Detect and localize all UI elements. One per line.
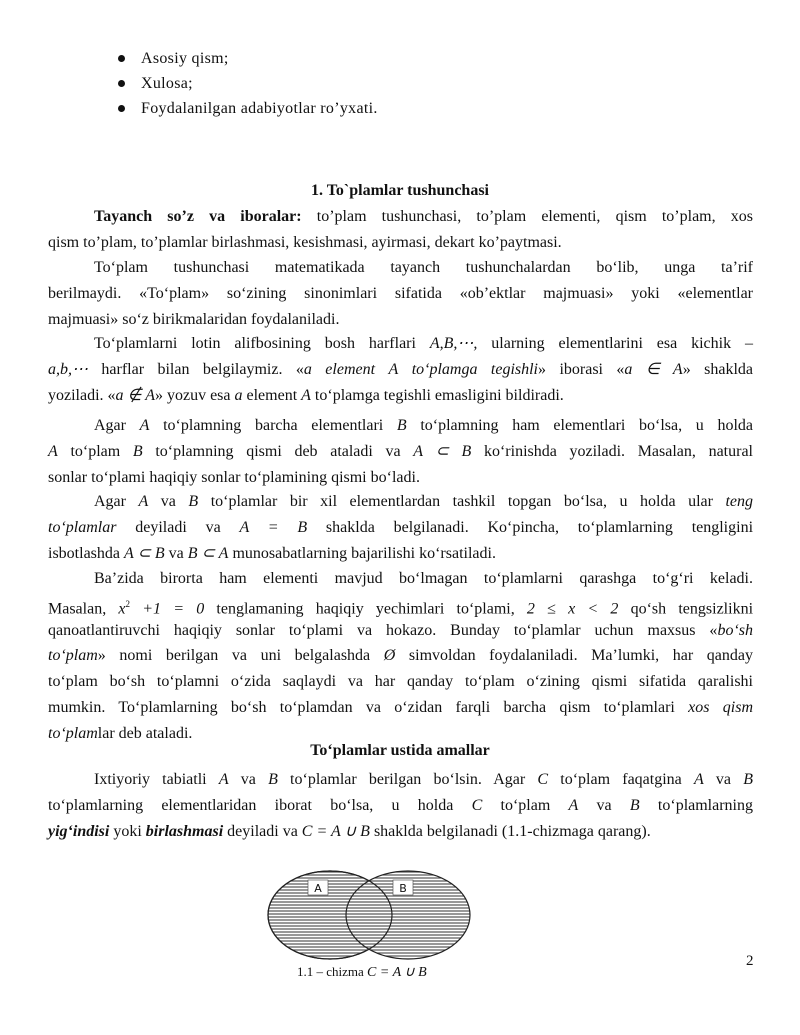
list-item: Xulosa; — [118, 71, 378, 96]
paragraph-equality: Agar A va B to‘plamlar bir xil elementlardan tashkil topgan bo‘lsa, u holda ular teng to‘plamlar deyiladi va A = B shaklda belgilanadi. Ko‘pincha, to‘plamlarning tengligini isbotlashda A ⊂ B va B ⊂ A munosabatlarning bajarilishi ko‘rsatiladi. — [48, 493, 754, 562]
list-item: Foydalanilgan adabiyotlar ro’yxati. — [118, 96, 378, 121]
paragraph-subset: Agar A to‘plamning barcha elementlari B to‘plamning ham elementlari bo‘lsa, u holda A to‘plam B to‘plamning qismi deb ataladi va A ⊂ B ko‘rinishda yoziladi. Masalan, natural sonlar to‘plami haqiqiy sonlar to‘plamining qismi bo‘ladi. — [48, 417, 754, 486]
subsection-title: To‘plamlar ustida amallar — [310, 742, 490, 759]
venn-diagram-union — [262, 868, 482, 962]
paragraph-definition: To‘plam tushunchasi matematikada tayanch tushunchalardan bo‘lib, unga ta’rif berilmaydi. «To‘plam» so‘zining sinonimlari sifatida «ob’ektlar majmuasi» yoki «elementlar majmuasi» so‘z birikmalaridan foydalaniladi. — [48, 259, 753, 328]
set-a-label: A — [314, 882, 322, 895]
keywords-paragraph: Tayanch so’z va iboralar: to’plam tushunchasi, to’plam elementi, qism to’plam, xos qism to’plam, to’plamlar birlashmasi, kesishmasi, ayirmasi, dekart ko’paytmasi. — [48, 208, 753, 251]
bullet-icon — [118, 80, 125, 87]
bullet-icon — [118, 105, 125, 112]
bullet-icon — [118, 55, 125, 62]
set-b-label: B — [399, 882, 407, 895]
figure-caption: 1.1 – chizma C = A ∪ B — [297, 964, 427, 980]
paragraph-union: Ixtiyoriy tabiatli A va B to‘plamlar berilgan bo‘lsin. Agar C to‘plam faqatgina A va B to‘plamlarning elementlaridan iborat bo‘lsa, u holda C to‘plam A va B to‘plamlarning yig‘indisi yoki birlashmasi deyiladi va C = A ∪ B shaklda belgilanadi (1.1-chizmaga qarang). — [48, 771, 754, 840]
page-number: 2 — [746, 953, 754, 969]
list-item: Asosiy qism; — [118, 46, 378, 71]
bullet-list — [118, 46, 378, 121]
paragraph-notation: To‘plamlarni lotin alifbosining bosh harflari A,B,⋯, ularning elementlarini esa kichik – a,b,⋯ harflar bilan belgilaymiz. «a element A to‘plamga tegishli» iborasi «a ∈ A» shaklda yoziladi. «a ∉ A» yozuv esa a element A to‘plamga tegishli emasligini bildiradi. — [48, 335, 754, 404]
paragraph-empty-set: Ba’zida birorta ham elementi mavjud bo‘lmagan to‘plamlarni qarashga to‘g‘ri keladi. Masalan, $x^2 +1 = 0$ tenglamaning haqiqiy yechimlari to‘plami, 2 ≤ x < 2 qo‘sh tengsizlikni qanoatlantiruvchi haqiqiy sonlar to‘plami va hokazo. Bunday to‘plamlar uchun maxsus «bo‘sh to‘plam» nomi berilgan va uni belgalashda Ø simvoldan foydalaniladi. Ma’lumki, har qanday to‘plam bo‘sh to‘plamni o‘zida saqlaydi va har qanday to‘plam o‘zining qismi sifatida qaralishi mumkin. To‘plamlarning bo‘sh to‘plamdan va o‘zidan farqli barcha qism to‘plamlari xos qism to‘plamlar deb ataladi. — [48, 570, 754, 742]
section-title: 1. To`plamlar tushunchasi — [311, 182, 489, 199]
